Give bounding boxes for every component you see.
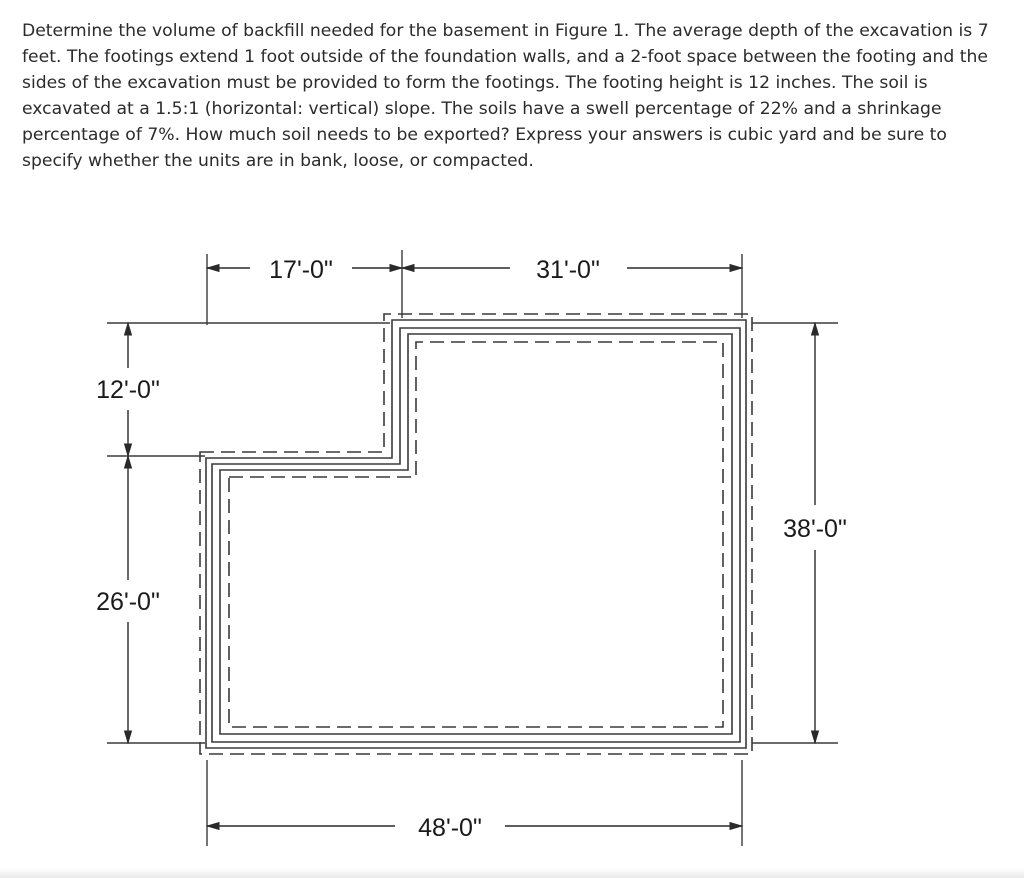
dim-label-left-lower: 26'-0" [96, 588, 160, 616]
dim-label-top-right: 31'-0" [536, 256, 600, 284]
footing-inner-outline [229, 342, 723, 727]
wall-outer-outline [212, 328, 740, 742]
footing-outer-outline [206, 320, 746, 748]
dim-label-right: 38'-0" [783, 515, 847, 543]
extension-lines [107, 250, 838, 846]
dim-label-left-upper: 12'-0" [96, 376, 160, 404]
wall-inner-outline [220, 334, 732, 734]
dim-label-top-left: 17'-0" [269, 256, 333, 284]
excavation-outline [200, 314, 752, 754]
foundation-outline [200, 314, 752, 754]
bottom-edge [0, 868, 1024, 878]
dim-label-bottom: 48'-0" [418, 814, 482, 842]
question-text: Determine the volume of backfill needed for the basement in Figure 1. The average depth of the excavation is 7 feet. The footings extend 1 foot outside of the foundation walls, and a 2-foot space between the footing and the sides of the excavation must be provided to form the footings. The footing height is 12 inches. The soil is excavated at a 1.5:1 (horizontal: vertical) slope. The soils have a swell percentage of 22% and a shrinkage percentage of 7%. How much soil needs to be exported? Express your answers is cubic yard and be sure to specify whether the units are in bank, loose, or compacted. [22, 21, 989, 171]
